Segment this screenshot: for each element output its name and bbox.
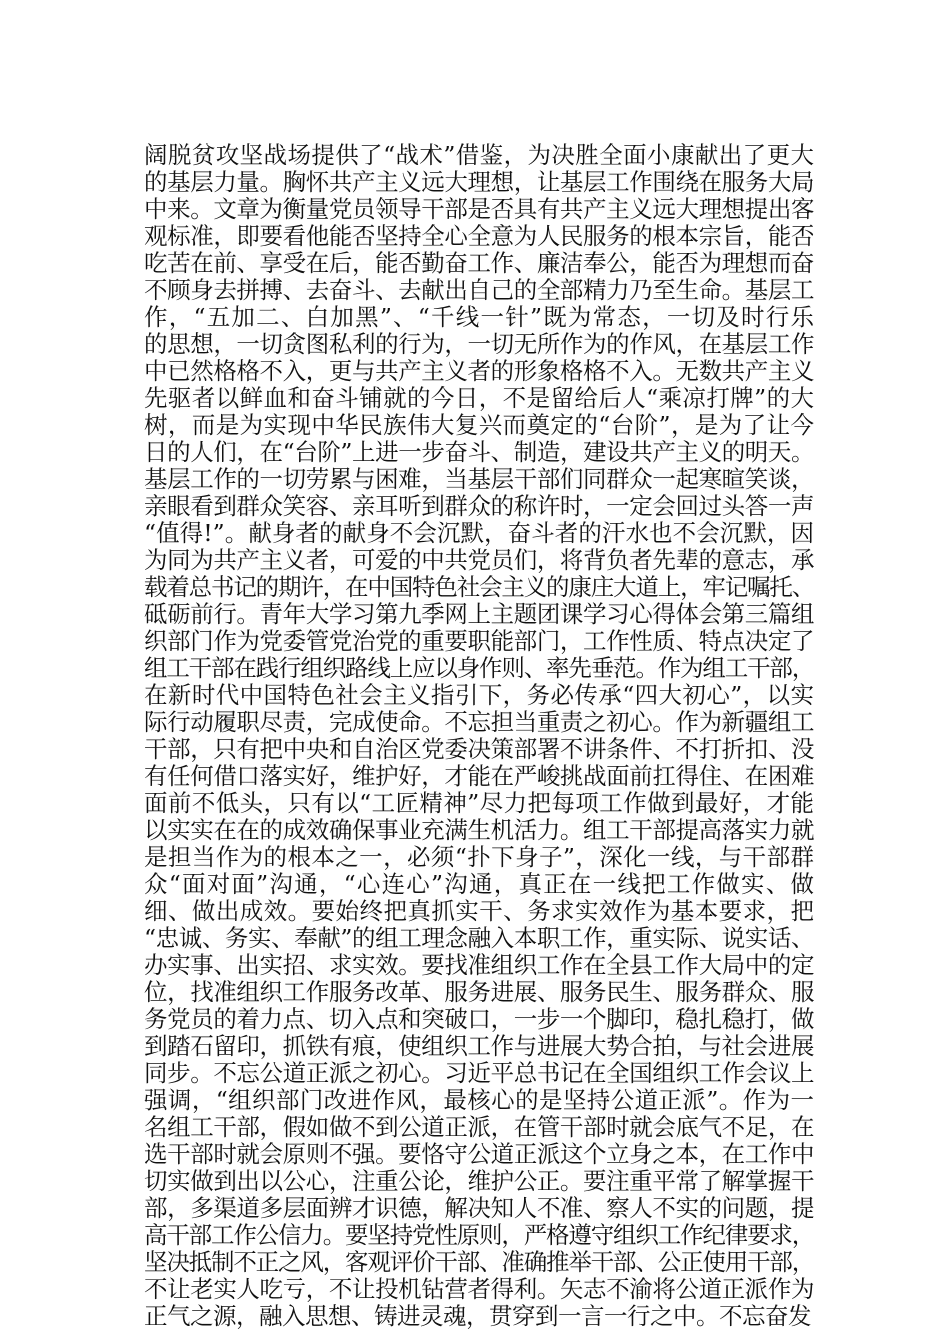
text-line: 众“面对面”沟通，“心连心”沟通，真正在一线把工作做实、做 <box>144 871 814 898</box>
text-line: 部，多渠道多层面辨才识德，解决知人不准、察人不实的问题，提 <box>144 1195 814 1222</box>
text-line: 作，“五加二、白加黑”、“千线一针”既为常态，一切及时行乐 <box>144 304 814 331</box>
text-line: “忠诚、务实、奉献”的组工理念融入本职工作，重实际、说实话、 <box>144 925 814 952</box>
text-line: 办实事、出实招、求实效。要找准组织工作在全县工作大局中的定 <box>144 952 814 979</box>
text-line: 组工干部在践行组织路线上应以身作则、率先垂范。作为组工干部， <box>144 655 814 682</box>
text-line: 砥砺前行。青年大学习第九季网上主题团课学习心得体会第三篇组 <box>144 601 814 628</box>
text-line: 吃苦在前、享受在后，能否勤奋工作、廉洁奉公，能否为理想而奋 <box>144 250 814 277</box>
body-text <box>144 142 814 1330</box>
text-line: 坚决抵制不正之风，客观评价干部、准确推举干部、公正使用干部， <box>144 1249 814 1276</box>
text-line: 正气之源，融入思想、铸进灵魂，贯穿到一言一行之中。不忘奋发 <box>144 1303 811 1330</box>
text-line: “值得!”。献身者的献身不会沉默，奋斗者的汗水也不会沉默，因 <box>144 520 814 547</box>
text-line: 亲眼看到群众笑容、亲耳听到群众的称许时，一定会回过头答一声 <box>144 493 814 520</box>
text-line: 选干部时就会原则不强。要恪守公道正派这个立身之本，在工作中 <box>144 1141 814 1168</box>
text-line: 强调，“组织部门改进作风，最核心的是坚持公道正派”。作为一 <box>144 1087 814 1114</box>
text-line: 的思想，一切贪图私利的行为，一切无所作为的作风，在基层工作 <box>144 331 814 358</box>
text-line: 细、做出成效。要始终把真抓实干、务求实效作为基本要求，把 <box>144 898 814 925</box>
text-line: 名组工干部，假如做不到公道正派，在管干部时就会底气不足，在 <box>144 1114 814 1141</box>
text-line: 务党员的着力点、切入点和突破口，一步一个脚印，稳扎稳打，做 <box>144 1006 814 1033</box>
text-line: 面前不低头，只有以“工匠精神”尽力把每项工作做到最好，才能 <box>144 790 814 817</box>
text-line: 不让老实人吃亏，不让投机钻营者得利。矢志不渝将公道正派作为 <box>144 1276 814 1303</box>
text-line: 同步。不忘公道正派之初心。习近平总书记在全国组织工作会议上 <box>144 1060 814 1087</box>
text-line: 际行动履职尽责，完成使命。不忘担当重责之初心。作为新疆组工 <box>144 709 814 736</box>
text-line: 树，而是为实现中华民族伟大复兴而奠定的“台阶”，是为了让今 <box>144 412 814 439</box>
text-line: 在新时代中国特色社会主义指引下，务必传承“四大初心”，以实 <box>144 682 814 709</box>
text-line: 到踏石留印，抓铁有痕，使组织工作与进展大势合拍，与社会进展 <box>144 1033 814 1060</box>
text-line: 为同为共产主义者，可爱的中共党员们，将背负者先辈的意志，承 <box>144 547 814 574</box>
text-line: 中来。文章为衡量党员领导干部是否具有共产主义远大理想提出客 <box>144 196 814 223</box>
text-line: 干部，只有把中央和自治区党委决策部署不讲条件、不打折扣、没 <box>144 736 814 763</box>
text-line: 阔脱贫攻坚战场提供了“战术”借鉴，为决胜全面小康献出了更大 <box>144 142 814 169</box>
text-line: 观标准，即要看他能否坚持全心全意为人民服务的根本宗旨，能否 <box>144 223 814 250</box>
text-line: 基层工作的一切劳累与困难，当基层干部们同群众一起寒暄笑谈， <box>144 466 814 493</box>
text-line: 不顾身去拼搏、去奋斗、去献出自己的全部精力乃至生命。基层工 <box>144 277 814 304</box>
text-line: 位，找准组织工作服务改革、服务进展、服务民生、服务群众、服 <box>144 979 814 1006</box>
text-line: 切实做到出以公心，注重公论，维护公正。要注重平常了解掌握干 <box>144 1168 814 1195</box>
text-line: 载着总书记的期许，在中国特色社会主义的康庄大道上，牢记嘱托、 <box>144 574 814 601</box>
text-line: 有任何借口落实好，维护好，才能在严峻挑战面前扛得住、在困难 <box>144 763 814 790</box>
text-line: 先驱者以鲜血和奋斗铺就的今日，不是留给后人“乘凉打牌”的大 <box>144 385 814 412</box>
text-line: 日的人们，在“台阶”上进一步奋斗、制造，建设共产主义的明天。 <box>144 439 814 466</box>
text-line: 织部门作为党委管党治党的重要职能部门，工作性质、特点决定了 <box>144 628 814 655</box>
text-line: 高干部工作公信力。要坚持党性原则，严格遵守组织工作纪律要求， <box>144 1222 814 1249</box>
text-line: 是担当作为的根本之一，必须“扑下身子”，深化一线，与干部群 <box>144 844 814 871</box>
text-line: 的基层力量。胸怀共产主义远大理想，让基层工作围绕在服务大局 <box>144 169 814 196</box>
text-line: 中已然格格不入，更与共产主义者的形象格格不入。无数共产主义 <box>144 358 814 385</box>
text-line: 以实实在在的成效确保事业充满生机活力。组工干部提高落实力就 <box>144 817 814 844</box>
